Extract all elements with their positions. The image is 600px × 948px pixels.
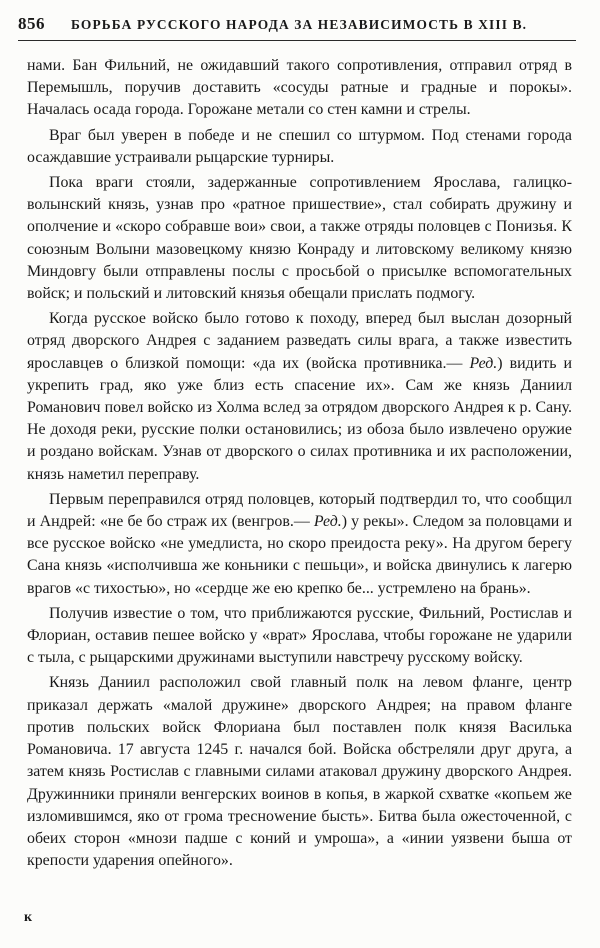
page-number: 856 bbox=[18, 14, 45, 33]
page-header bbox=[18, 14, 576, 41]
running-head: БОРЬБА РУССКОГО НАРОДА ЗА НЕЗАВИСИМОСТЬ В XIII В. bbox=[71, 17, 528, 32]
text-segment: Пока враги стояли, задержанные сопротивлением Ярослава, галицко-волынский князь, узнав про «ратное пришествие», стал собирать дружину и ополчение и «скоро собравше вои» свои, а также отряды половцев с Понизья. К союзным Волыни мазовецкому князю Конраду и литовскому великому князю Миндовгу были отправлены послы с просьбой о присылке вспомогательных войск; и польский и литовский князья обещали прислать подмогу. bbox=[27, 174, 572, 303]
text-segment: Первым переправился отряд половцев, который подтвердил то, что сообщил и Андрей: «не бе бо страж их (венгров.— bbox=[27, 490, 572, 531]
text-segment: Получив известие о том, что приближаются русские, Фильний, Ростислав и Флориан, оставив пешее войско у «врат» Ярослава, чтобы горожане не ударили с тыла, с рыцарскими дружинами выступили навстречу русскому войску. bbox=[27, 604, 572, 667]
editor-abbreviation: Ред. bbox=[469, 354, 498, 372]
text-segment: Когда русское войско было готово к походу, вперед был выслан дозорный отряд дворского Андрея с заданием разведать силы врага, а также известить ярославцев о близкой помощи: «да их (войска противника.— bbox=[27, 310, 572, 372]
text-segment: Враг был уверен в победе и не спешил со штурмом. Под стенами города осаждавшие устраивали рыцарские турниры. bbox=[27, 126, 572, 166]
body-text bbox=[27, 55, 572, 872]
paragraph bbox=[27, 672, 572, 872]
editor-abbreviation: Ред. bbox=[313, 513, 342, 531]
paragraph bbox=[27, 125, 572, 169]
signature-mark: к bbox=[24, 910, 33, 925]
paragraph bbox=[27, 172, 572, 305]
text-segment: Князь Даниил расположил свой главный полк на левом фланге, центр приказал держать «малой дружине» дворского Андрея; на правом фланге против польских войск Флориана был поставлен полк князя Василька Романовича. 17 августа 1245 г. начался бой. Войска обстреляли друг друга, а затем князь Ростислав с главными силами атаковал дружину дворского Андрея. Дружинники приняли венгерских воинов в копья, в жаркой схватке «копьем же изломившимся, яко от грома треснowение бысть». Битва была ожесточенной, с обеих сторон «мнози падше с коний и умроша», а «инии уязвени быша от крепости ударения опейного». bbox=[27, 674, 572, 870]
text-segment: ) видить и укрепить град, яко уже близ есть спасение их». Сам же князь Даниил Романович повел войско из Холма вслед за отрядом дворского Андрея к р. Сану. Не доходя реки, русские полки остановились; из обоза было извлечено оружие и роздано войскам. Узнав от дворского о силах противника и их расположении, князь наметил переправу. bbox=[27, 354, 573, 483]
paragraph bbox=[27, 308, 572, 486]
paragraph bbox=[27, 55, 572, 122]
paragraph bbox=[27, 603, 572, 670]
text-segment: нами. Бан Фильний, не ожидавший такого сопротивления, отправил отряд в Перемышль, поручив доставить «сосуды ратные и градные и порокы». Началась осада города. Горожане метали со стен камни и стрелы. bbox=[27, 57, 572, 119]
text-segment: ) у рекы». Следом за половцами и все русское войско «не умедлиста, но скоро преидоста реку». На другом берегу Сана князь «исполчивша же коньники с пешьци», и войска двинулись к лагерю врагов «с тихостью», но «сердце же ею крепко бе... устремлено на брань». bbox=[27, 513, 572, 597]
paragraph bbox=[27, 489, 572, 600]
